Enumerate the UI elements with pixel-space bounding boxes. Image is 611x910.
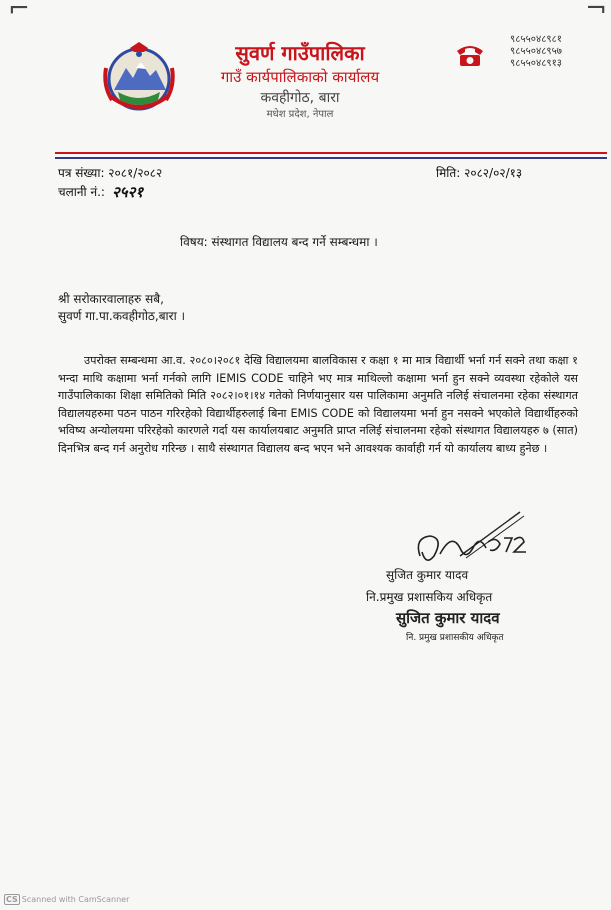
letter-subject: विषय: संस्थागत विद्यालय बन्द गर्ने सम्बन्धमा । [180, 235, 378, 249]
phone-numbers [510, 34, 562, 70]
phone-number: ९८५५०४८९१३ [510, 58, 562, 69]
letter-date: मिति: २०८२/०२/१३ [436, 166, 523, 180]
province-name: मधेश प्रदेश, नेपाल [266, 109, 334, 120]
phone-number: ९८५५०४८९८१ [510, 34, 562, 45]
addressee-line: श्री सरोकारवालाहरु सबै, [58, 292, 164, 306]
addressee-line: सुवर्ण गा.पा.कवहीगोठ,बारा । [58, 309, 186, 323]
signatory-name: सुजित कुमार यादव [386, 568, 469, 582]
corner-mark: ⌐ [8, 0, 30, 24]
camscanner-logo-icon: CS [6, 895, 18, 904]
scanner-watermark-text: Scanned with CamScanner [21, 895, 130, 904]
municipality-name: सुवर्ण गाउँपालिका [235, 41, 365, 65]
corner-mark: ¬ [585, 0, 607, 24]
office-location: कवहीगोठ, बारा [260, 90, 340, 106]
letterhead [200, 40, 400, 122]
header-divider-red [55, 152, 607, 154]
body-paragraph: उपरोक्त सम्बन्धमा आ.व. २०८०।२०८१ देखि विद्यालयमा बालविकास र कक्षा १ मा मात्र विद्यार्थी भर्ना गर्न सक्ने तथा कक्षा १ भन्दा माथि कक्षामा भर्ना गर्नको लागि IEMIS CODE चाहिने भए मात्र माथिल्लो कक्षामा भर्ना हुन सक्ने व्यवस्था रहेकोले यस गाउँपालिकाका शिक्षा समितिको मिति २०८२।०१।१४ गतेको निर्णयानुसार यस पालिकामा अनुमति नलिई संचालनमा रहेका संस्थागत विद्यालयहरुमा पठन पाठन गरिरहेको विद्यार्थीहरुलाई बिना EMIS CODE को विद्यालयमा भर्ना हुन नसक्ने भएकोले विद्यार्थीहरुको भविष्य अन्योलयमा परिरहेको कारणले गर्दा यस कार्यालयबाट अनुमति प्राप्त नलिई संचालनमा रहेको संस्थागत विद्यालयहरु ७ (सात) दिनभित्र बन्द गर्न अनुरोध गरिन्छ । साथै संस्थागत विद्यालय बन्द भएन भने आवश्यक कार्वाही गर्न यो कार्यालय बाध्य हुनेछ । [58, 354, 578, 455]
dispatch-number: २५२१ [112, 183, 144, 201]
letter-body [58, 352, 578, 458]
letter-number: पत्र संख्या: २०८१/२०८२ [58, 166, 163, 180]
office-name: गाउँ कार्यपालिकाको कार्यालय [220, 68, 380, 86]
stamp-name: सुजित कुमार यादव [396, 609, 500, 627]
signatory-title: नि.प्रमुख प्रशासकिय अधिकृत [366, 590, 493, 604]
telephone-icon [454, 42, 486, 68]
header-divider-blue [55, 157, 607, 159]
dispatch-label: चलानी नं.: [58, 185, 105, 199]
nepal-emblem-icon [100, 38, 178, 116]
phone-number: ९८५५०४८९५७ [510, 46, 562, 57]
scanner-watermark [4, 894, 129, 905]
stamp-title: नि. प्रमुख प्रशासकीय अधिकृत [406, 633, 504, 643]
